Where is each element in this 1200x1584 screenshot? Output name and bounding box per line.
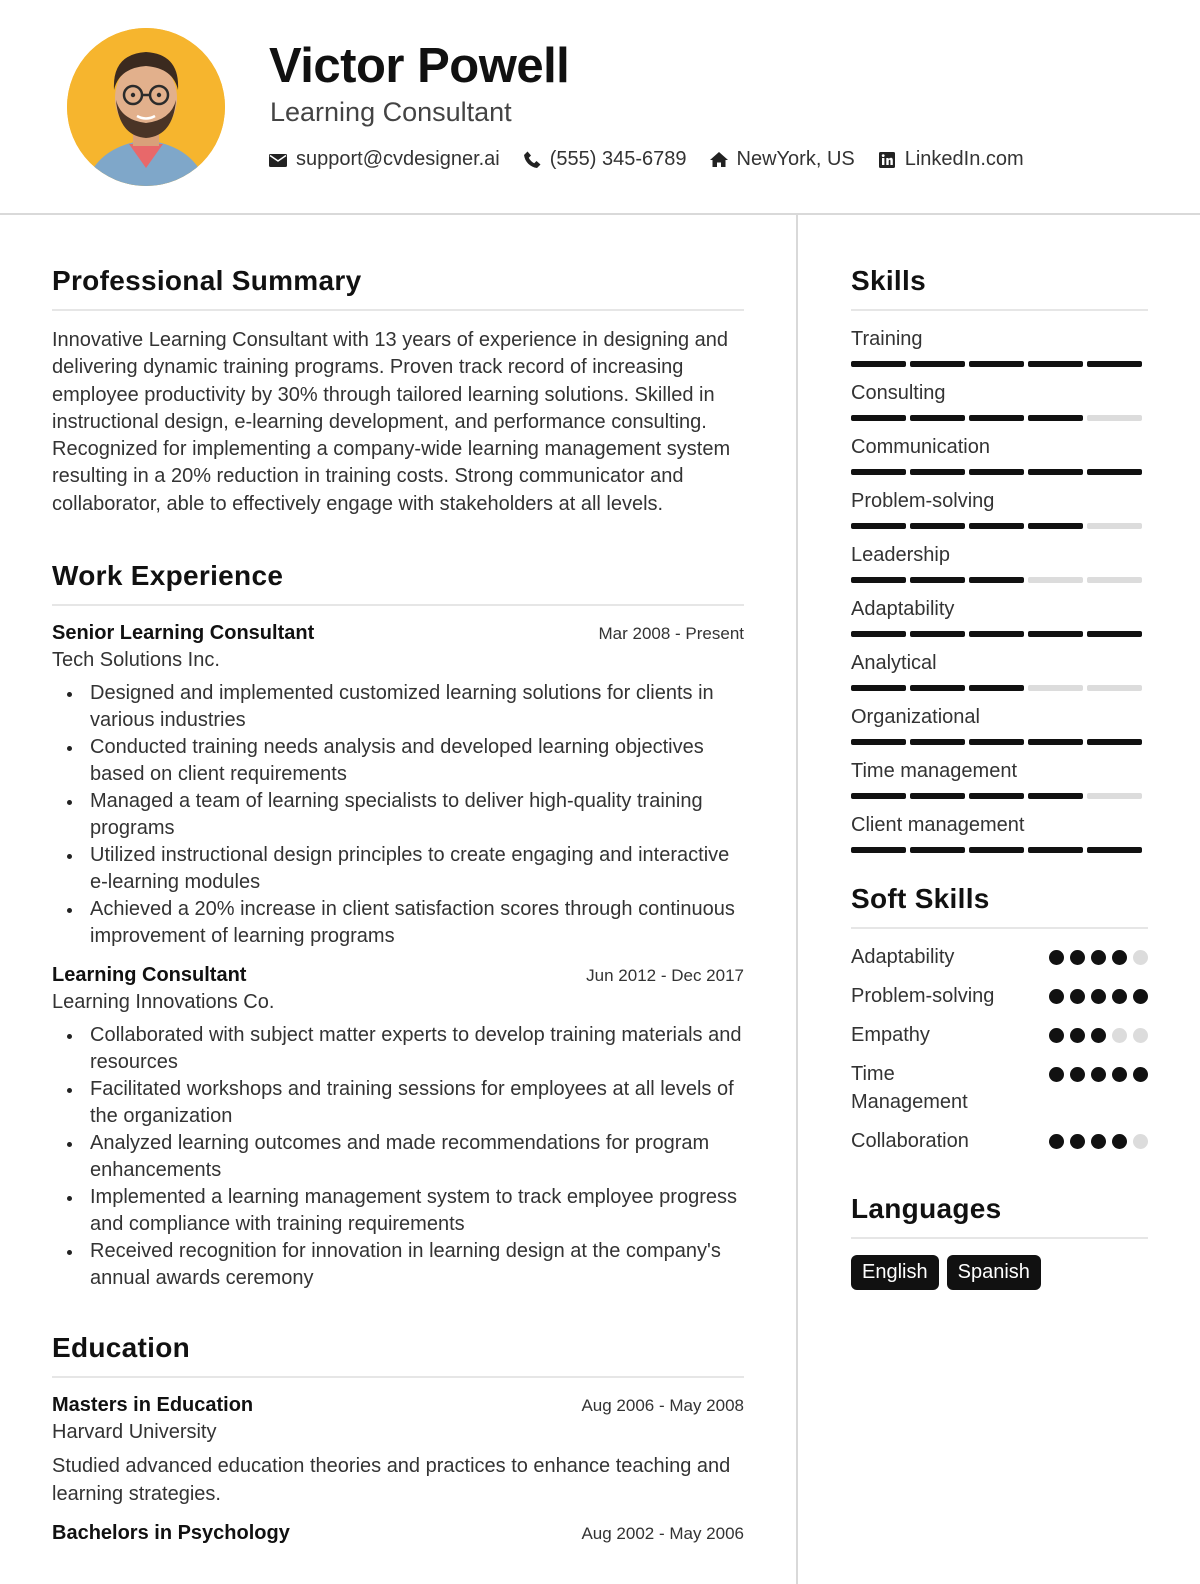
rating-dot <box>1133 1134 1148 1149</box>
soft-skill-item <box>851 1060 1148 1116</box>
skill-level-segment <box>851 577 906 583</box>
skill-name: Communication <box>851 436 990 458</box>
soft-skill-rating <box>1049 1127 1148 1149</box>
skill-level-segment <box>969 793 1024 799</box>
job-bullet: Utilized instructional design principles to create engaging and interactive e-learning modules <box>52 842 744 896</box>
skill-level-segment <box>1087 469 1142 475</box>
skill-level-segment <box>1028 361 1083 367</box>
contact-email-text: support@cvdesigner.ai <box>296 148 500 170</box>
job-bullets <box>52 1022 744 1292</box>
skill-level-segment <box>969 415 1024 421</box>
skill-level-segment <box>1028 685 1083 691</box>
skill-level-segment <box>1087 847 1142 853</box>
rating-dot <box>1049 1028 1064 1043</box>
soft-skill-rating <box>1049 1021 1148 1043</box>
skill-item <box>851 434 1148 475</box>
skill-level-segment <box>1028 739 1083 745</box>
skill-level-segment <box>1028 469 1083 475</box>
skill-level-segment <box>910 631 965 637</box>
skill-level-bar <box>851 847 1148 853</box>
job-bullet: Designed and implemented customized learning solutions for clients in various industries <box>52 680 744 734</box>
candidate-title: Learning Consultant <box>270 97 512 127</box>
skill-name: Organizational <box>851 706 980 728</box>
skill-level-segment <box>851 415 906 421</box>
skill-item <box>851 758 1148 799</box>
rating-dot <box>1070 1028 1085 1043</box>
skill-level-bar <box>851 739 1148 745</box>
column-divider <box>796 215 798 1584</box>
rating-dot <box>1133 1028 1148 1043</box>
sidebar-column <box>851 265 1148 1290</box>
experience-heading: Work Experience <box>52 560 744 606</box>
main-column <box>52 265 744 1545</box>
skill-item <box>851 704 1148 745</box>
job-company: Tech Solutions Inc. <box>52 649 220 672</box>
skill-level-bar <box>851 415 1148 421</box>
experience-section <box>52 560 744 1292</box>
skill-level-segment <box>851 793 906 799</box>
rating-dot <box>1112 1067 1127 1082</box>
skill-level-segment <box>969 361 1024 367</box>
languages-list <box>851 1255 1148 1290</box>
skill-level-bar <box>851 469 1148 475</box>
skill-level-segment <box>1087 793 1142 799</box>
skill-level-bar <box>851 577 1148 583</box>
skills-list <box>851 326 1148 853</box>
degree-title: Masters in Education <box>52 1394 254 1417</box>
languages-section <box>851 1193 1148 1290</box>
profile-photo-illustration <box>67 28 225 186</box>
skill-level-segment <box>1087 361 1142 367</box>
rating-dot <box>1091 1028 1106 1043</box>
rating-dot <box>1133 950 1148 965</box>
skill-level-bar <box>851 361 1148 367</box>
soft-skill-item <box>851 1127 1148 1155</box>
skill-item <box>851 380 1148 421</box>
skill-level-segment <box>851 739 906 745</box>
job-bullet: Achieved a 20% increase in client satisfaction scores through continuous improvement of learning programs <box>52 896 744 950</box>
education-heading: Education <box>52 1332 744 1378</box>
rating-dot <box>1049 1134 1064 1149</box>
summary-heading: Professional Summary <box>52 265 744 311</box>
rating-dot <box>1049 950 1064 965</box>
soft-skills-list <box>851 943 1148 1155</box>
skill-level-bar <box>851 685 1148 691</box>
home-icon <box>709 150 729 170</box>
skill-level-segment <box>851 523 906 529</box>
soft-skills-section <box>851 883 1148 1155</box>
contact-email[interactable] <box>268 148 500 171</box>
skill-level-segment <box>969 469 1024 475</box>
skill-level-segment <box>1087 577 1142 583</box>
job-bullet: Managed a team of learning specialists to deliver high-quality training programs <box>52 788 744 842</box>
soft-skill-name: Adaptability <box>851 946 955 968</box>
skill-name: Time management <box>851 760 1017 782</box>
skill-level-segment <box>1028 415 1083 421</box>
skill-item <box>851 812 1148 853</box>
rating-dot <box>1070 1134 1085 1149</box>
school-name: Harvard University <box>52 1421 217 1444</box>
job-bullet: Conducted training needs analysis and developed learning objectives based on client requirements <box>52 734 744 788</box>
skill-level-bar <box>851 793 1148 799</box>
skill-level-segment <box>969 631 1024 637</box>
soft-skills-heading: Soft Skills <box>851 883 1148 929</box>
skills-section <box>851 265 1148 853</box>
rating-dot <box>1112 989 1127 1004</box>
rating-dot <box>1070 950 1085 965</box>
skill-level-segment <box>1028 577 1083 583</box>
linkedin-icon <box>877 150 897 170</box>
skill-name: Consulting <box>851 382 946 404</box>
job-bullet: Implemented a learning management system to track employee progress and compliance with training requirements <box>52 1184 744 1238</box>
contact-list <box>268 148 1046 171</box>
degree-title: Bachelors in Psychology <box>52 1522 290 1545</box>
rating-dot <box>1112 1028 1127 1043</box>
skill-item <box>851 542 1148 583</box>
soft-skill-name: Collaboration <box>851 1130 969 1152</box>
candidate-name: Victor Powell <box>269 39 570 93</box>
skill-level-segment <box>910 847 965 853</box>
skill-level-segment <box>1087 523 1142 529</box>
contact-location-text: NewYork, US <box>736 148 855 170</box>
skill-level-segment <box>1028 631 1083 637</box>
education-entry <box>52 1394 744 1508</box>
skill-name: Adaptability <box>851 598 955 620</box>
summary-text: Innovative Learning Consultant with 13 years of experience in designing and delivering dynamic training programs. Proven track record of increasing employee productivity by 30% through tailored learning solutions. Skilled in instructional design, e-learning development, and performance consulting. Recognized for implementing a company-wide learning management system resulting in a 20% reduction in training costs. Strong communicator and collaborator, able to effectively engage with stakeholders at all levels. <box>52 329 731 515</box>
skills-heading: Skills <box>851 265 1148 311</box>
rating-dot <box>1091 1134 1106 1149</box>
languages-heading: Languages <box>851 1193 1148 1239</box>
skill-level-segment <box>851 685 906 691</box>
skill-level-segment <box>910 739 965 745</box>
rating-dot <box>1091 989 1106 1004</box>
soft-skill-rating <box>1049 1060 1148 1082</box>
envelope-icon <box>268 150 288 170</box>
job-bullet: Facilitated workshops and training sessions for employees at all levels of the organization <box>52 1076 744 1130</box>
job-bullets <box>52 680 744 950</box>
skill-level-segment <box>851 631 906 637</box>
skill-item <box>851 326 1148 367</box>
skill-level-segment <box>969 739 1024 745</box>
skill-name: Analytical <box>851 652 937 674</box>
education-entry <box>52 1522 744 1545</box>
skill-level-segment <box>910 469 965 475</box>
job-entry <box>52 964 744 1292</box>
rating-dot <box>1091 950 1106 965</box>
skill-item <box>851 596 1148 637</box>
job-title: Learning Consultant <box>52 964 247 987</box>
contact-phone-text: (555) 345-6789 <box>549 148 687 170</box>
education-dates: Aug 2006 - May 2008 <box>581 1396 744 1416</box>
skill-level-segment <box>851 361 906 367</box>
skill-level-segment <box>1028 847 1083 853</box>
skill-level-segment <box>910 685 965 691</box>
skill-level-segment <box>910 523 965 529</box>
rating-dot <box>1070 1067 1085 1082</box>
contact-location <box>709 148 855 171</box>
resume-header <box>0 0 1200 215</box>
avatar <box>67 28 225 186</box>
skill-level-segment <box>1087 739 1142 745</box>
skill-level-segment <box>969 685 1024 691</box>
soft-skill-name: Problem-solving <box>851 985 995 1007</box>
rating-dot <box>1112 950 1127 965</box>
soft-skill-item <box>851 1021 1148 1049</box>
soft-skill-name: Time Management <box>851 1063 968 1113</box>
skill-name: Leadership <box>851 544 950 566</box>
phone-icon <box>522 150 542 170</box>
rating-dot <box>1070 989 1085 1004</box>
skill-name: Client management <box>851 814 1025 836</box>
skill-item <box>851 650 1148 691</box>
job-title: Senior Learning Consultant <box>52 622 315 645</box>
contact-linkedin[interactable] <box>877 148 1024 171</box>
skill-level-segment <box>910 361 965 367</box>
skill-level-segment <box>910 415 965 421</box>
soft-skill-item <box>851 982 1148 1010</box>
skill-level-segment <box>910 577 965 583</box>
skill-level-segment <box>851 469 906 475</box>
contact-phone[interactable] <box>522 148 687 171</box>
contact-linkedin-text: LinkedIn.com <box>904 148 1024 170</box>
rating-dot <box>1049 1067 1064 1082</box>
job-dates: Jun 2012 - Dec 2017 <box>586 966 744 986</box>
skill-level-segment <box>1087 685 1142 691</box>
soft-skill-item <box>851 943 1148 971</box>
soft-skill-rating <box>1049 982 1148 1004</box>
rating-dot <box>1133 989 1148 1004</box>
skill-level-segment <box>1087 415 1142 421</box>
skill-level-segment <box>910 793 965 799</box>
skill-level-segment <box>969 847 1024 853</box>
rating-dot <box>1112 1134 1127 1149</box>
soft-skill-rating <box>1049 943 1148 965</box>
skill-level-segment <box>851 847 906 853</box>
summary-section <box>52 265 744 518</box>
skill-level-segment <box>969 577 1024 583</box>
language-tag: Spanish <box>947 1255 1041 1290</box>
skill-name: Problem-solving <box>851 490 995 512</box>
job-bullet: Analyzed learning outcomes and made recommendations for program enhancements <box>52 1130 744 1184</box>
education-section <box>52 1332 744 1545</box>
skill-level-segment <box>1087 631 1142 637</box>
job-bullet: Collaborated with subject matter experts to develop training materials and resources <box>52 1022 744 1076</box>
rating-dot <box>1091 1067 1106 1082</box>
skill-level-segment <box>1028 523 1083 529</box>
skill-level-segment <box>969 523 1024 529</box>
soft-skill-name: Empathy <box>851 1024 930 1046</box>
job-company: Learning Innovations Co. <box>52 991 275 1014</box>
skill-level-bar <box>851 523 1148 529</box>
education-description: Studied advanced education theories and practices to enhance teaching and learning strategies. <box>52 1455 731 1506</box>
job-entry <box>52 622 744 950</box>
skill-level-bar <box>851 631 1148 637</box>
education-dates: Aug 2002 - May 2006 <box>581 1524 744 1544</box>
skill-item <box>851 488 1148 529</box>
language-tag: English <box>851 1255 939 1290</box>
skill-name: Training <box>851 328 923 350</box>
skill-level-segment <box>1028 793 1083 799</box>
job-dates: Mar 2008 - Present <box>598 624 744 644</box>
rating-dot <box>1049 989 1064 1004</box>
rating-dot <box>1133 1067 1148 1082</box>
job-bullet: Received recognition for innovation in learning design at the company's annual awards ceremony <box>52 1238 744 1292</box>
